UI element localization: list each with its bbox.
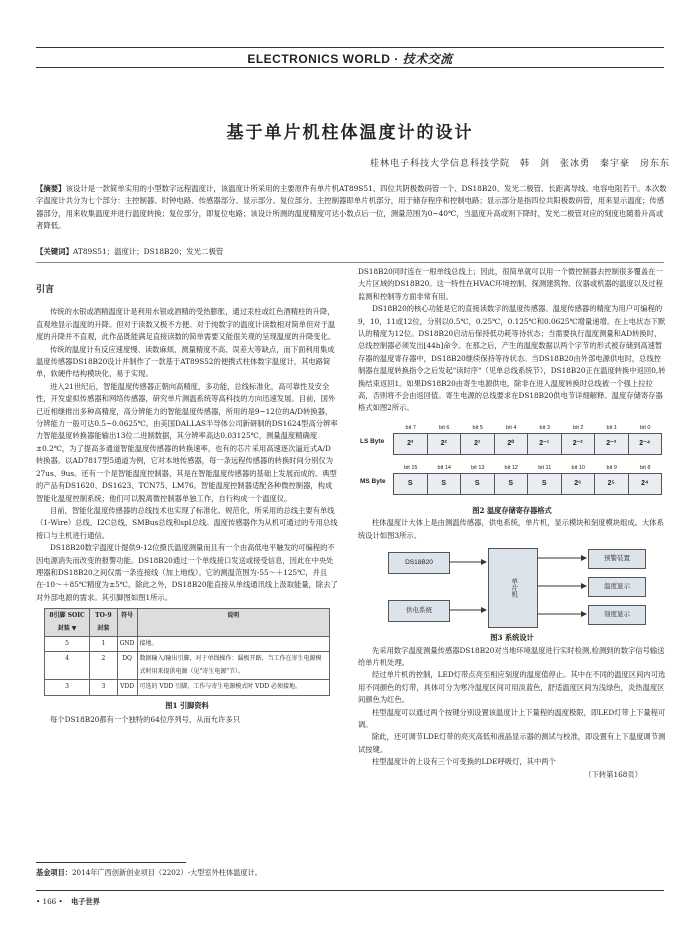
- register-bit-label-6: bit 9: [606, 464, 617, 471]
- right-column: [358, 266, 666, 781]
- paragraph: 进入21世纪后，智能温度传感器正朝向高精度，多功能，总线标准化，高可靠性及安全性，开发虚拟传感器和网络传感器，研究单片测温系统等高科技的方向迅速发展。目前，国外已近相继推出多种高精度，高分辨能力的智能温度传感器，所用的是9~12位的A/D转换器，分辨能力一般可达0.5~0.0625℃。由美国DALLAS半导体公司新研制的DS1624型高分辨率力智能温度转换器能输出13位二进制数据，其分辨率高达0.03125℃，测量温度精确度±0.2℃，为了提高多通道智能温度传感器的转换速率，也有的芯片采用高速逐次逼近式A/D转换器。以AD7817型5通道为例，它对本地传感器，每一条远程传感器的转换时间分别仅为27us、9us。还有一个是智能温度控制器，其是在智能温度传感器的基础上发展而成的。典型的产品有DS1620、DS1623、TCN75、LM76。智能温度控制器适配各种微控制器，构成智能化温度控制系统；他们可以脱离微控制器单独工作，自行构成一个温度仪。: [36, 381, 338, 503]
- register-bit-value-6: 2⁻³: [594, 433, 629, 455]
- register-bit-value-2: 2¹: [460, 433, 495, 455]
- register-bit-label-5: bit 2: [573, 424, 584, 431]
- register-bit-value-1: 2²: [427, 433, 462, 455]
- journal-title: 电子世界: [71, 897, 100, 906]
- abstract-divider: [36, 262, 664, 263]
- register-bit-label-1: bit 6: [439, 424, 450, 431]
- register-bit-label-5: bit 10: [571, 464, 585, 471]
- page-footer: [36, 897, 100, 907]
- register-bit-value-3: 2⁰: [494, 433, 529, 455]
- ls-byte-register: [394, 423, 662, 455]
- paragraph: 柱体温度计大体上是由测温传感器，供电系统，单片机，显示模块和刻度模块组成。大体系统设计如图3所示。: [358, 518, 664, 540]
- paragraph: 柱型温度计的上设有三个可变换的LDE呼吸灯，其中两个: [372, 757, 556, 767]
- paper-title: 基于单片机柱体温度计的设计: [226, 123, 474, 143]
- paragraph: 传统的水银或酒精温度计是利用水银或酒精的受热膨胀，通过汞柱或红色酒精柱的升降，直观地显示温度的升降。但对于读数又极不方便。对于纯数字的温度计读数相对简单但对于温度的升降并不直观，此作品既能满足直接读数的简单需要又能很关观的呈现温度的升降变化。: [36, 307, 336, 342]
- paragraph: DS18B20的核心功能是它的直接读数字的温度传感器。温度传感器的精度为用户可编程的9，10，11或12位，分别以0.5℃，0.25℃，0.125℃和0.0625℃增量递增。在上电状态下默认的精度为12位。DS18B20启动后保持低功耗等待状态；当需要执行温度测量和AD转换时，总线控制器必须发出[44h]命令。在那之后，产生的温度数据以两个字节的形式被存储到高速暂存器的温度寄存器中，DS18B20继续保持等待状态。当DS18B20由外部电源供电时，总线控制器在温度转换指令之后发起"读时序"（见单总线系统节），DS18B20正在温度转换中返回0,转换结束返回1。如果DS18B20由寄生电源供电，除非在进入温度转换时总线被一个强上拉拉高，否则将不会由返回值。寄生电源的总线要求在DS18B20供电节详细解释。温度存储寄存器格式如图2所示。: [358, 304, 666, 413]
- footnote-rule: [36, 862, 186, 863]
- figure-caption: 图3 系统设计: [490, 633, 534, 643]
- paragraph: 柱型温度可以通过两个按键分别设置该温度计上下量程的温度极限，即LED灯带上下量程可调。: [358, 707, 666, 729]
- power-block: 供电系统: [388, 600, 450, 622]
- paragraph: 目前，智能化温度传感器的总线技术也实现了标准化、规范化，所采用的总线主要有单线（1-Wire）总线、I2C总线、SMBus总线和spI总线。温度传感器作为从机可通过的专用总线接口与主机进行通信。: [36, 505, 338, 540]
- register-bit-label-2: bit 5: [472, 424, 483, 431]
- register-bit-value-3: S: [494, 473, 529, 495]
- register-bit-value-6: 2⁵: [594, 473, 629, 495]
- register-bit-label-7: bit 8: [640, 464, 651, 471]
- register-bit-label-3: bit 4: [506, 424, 517, 431]
- register-bit-value-1: S: [427, 473, 462, 495]
- sensor-block: DS18B20: [388, 552, 450, 574]
- register-bit-label-0: bit 7: [405, 424, 416, 431]
- paragraph: 除此，还可调节LDE灯带的亮灭高低和液晶显示器的测试与校准，即设置有上下温度调节测试按键。: [358, 732, 666, 754]
- register-bit-value-2: S: [460, 473, 495, 495]
- paragraph: DS18B20同时连在一根单线总线上；因此，很简单就可以用一个微控制器去控制很多覆盖在一大片区域的DS18B20。这一特性在HVAC环境控制、探测建筑物、仪器或机器的温度以及过程监测和控制等方面非常有用。: [358, 267, 663, 301]
- display-block: 温度显示: [588, 577, 646, 597]
- pin-table-figure: [44, 608, 330, 712]
- footer-rule: [36, 890, 664, 891]
- authors: 桂林电子科技大学信息科技学院 韩 剑 张冰勇 秦宇豪 房东东: [369, 159, 670, 169]
- table-row: 3 3 VDD 可选的 VDD 引脚，工作与寄生电源模式时 VDD 必须接地。: [45, 680, 330, 695]
- section-heading: 引言: [36, 285, 55, 295]
- pin-table: 8引脚 SOIC封装 ▼ TO-9封装 符号 说明 5 1 GND 接地。 4 2 DQ 数据输入/输出引脚，对于单线操作：漏极开路，当工作在寄生电源模式时用来提供电源（见"寄生电源"节）。 3 3 VDD 可选的 VDD 引脚，工作与寄生电源模式时 VDD 必须接地。: [44, 608, 330, 695]
- register-bit-value-5: 2⁻²: [561, 433, 596, 455]
- paragraph: 传统的温度计有反应速度慢、读数麻烦、测量精度不高、误差大等缺点，而下面利用集成温度传感器DS18B20设计并制作了一款基于AT89S52的便携式柱体数字温度计，其电路简单，软硬件结构模块化，易于实现。: [36, 344, 335, 379]
- register-bit-value-4: 2⁻¹: [527, 433, 562, 455]
- ms-byte-register: [394, 463, 662, 495]
- paragraph: 经过单片机的控制，LED灯带点亮至相应刻度的温度值停止。其中在不同的温度区间内可选用不同颜色的灯带，具体可分为寒冷温度区间可用淡蓝色，舒适温度区间为浅绿色，炎热温度区间颜色为红色。: [358, 670, 666, 705]
- journal-name: ELECTRONICS WORLD: [247, 52, 391, 66]
- register-bit-value-0: S: [393, 473, 428, 495]
- mcu-block: 单片机: [488, 548, 538, 628]
- header-rule-bottom: [36, 67, 664, 68]
- table-row: 5 1 GND 接地。: [45, 636, 330, 651]
- page-number: • 166 •: [36, 897, 63, 906]
- register-bit-label-0: bit 15: [404, 464, 418, 471]
- register-bit-label-1: bit 14: [437, 464, 451, 471]
- system-design-figure: [358, 548, 666, 630]
- scale-block: 刻度显示: [588, 605, 646, 625]
- keywords: 【关键词】AT89S51；温度计；DS18B20；发光二极管: [36, 247, 224, 256]
- register-bit-value-4: S: [527, 473, 562, 495]
- register-bit-value-0: 2³: [393, 433, 428, 455]
- register-bit-label-3: bit 12: [504, 464, 518, 471]
- register-bit-value-5: 2⁶: [561, 473, 596, 495]
- alarm-block: 预警装置: [588, 549, 646, 569]
- register-bit-value-7: 2⁻⁴: [628, 433, 663, 455]
- register-bit-label-2: bit 13: [471, 464, 485, 471]
- column-name: 技术交流: [402, 52, 453, 66]
- paragraph: 先采用数字温度测量传感器DS18B20对当地环境温度进行实时检测,检测到的数字信号输送给单片机处理。: [358, 645, 665, 667]
- header-rule-top: [36, 47, 664, 48]
- funding-footnote: 基金项目：2014年广西创新创业项目（2202）-大型室外柱体温度计。: [36, 868, 262, 877]
- left-column: [36, 276, 338, 726]
- register-bit-label-7: bit 0: [640, 424, 651, 431]
- abstract: 【摘要】该设计是一款简单实用的小型数字远程温度计，该温度计所采用的主要原件有单片机AT89S51、四位共阴极数码管一个、DS18B20、发光二极管、长距离导线、电容电阻若干。本次数字温度计共分为七个部分：主控制器、时钟电路、传感器部分、显示部分、复位部分。主控制器即单片机部分，用于储存程序和控制电路；显示部分是指四位共阳极数码管，用来显示温度；传感器部分，用来收集温度并进行温度转换；复位部分，即复位电路；该设计所测的温度精度可达小数点后一位，测量范围为0~40℃，当温度升高或则下降时，发光二极管对应的刻度也随着升高或者降低。: [36, 184, 667, 231]
- register-bit-value-7: 2⁴: [628, 473, 663, 495]
- figure-caption: 图2 温度存储寄存器格式: [472, 505, 552, 515]
- running-header: ELECTRONICS WORLD · 技术交流: [247, 52, 453, 66]
- table-row: 4 2 DQ 数据输入/输出引脚，对于单线操作：漏极开路，当工作在寄生电源模式时用来提供电源（见"寄生电源"节）。: [45, 652, 330, 680]
- paragraph: 每个DS18B20都有一个独特的64位序列号，从而允许多只: [50, 715, 241, 724]
- paragraph: DS18B20数字温度计提供9-12位摄氏温度测量而且有一个由高低电平触发的可编程的不因电源消失而改变的报警功能。DS18B20通过一个单线接口发送或接受信息，因此在中央处理器和DS18B20之间仅需一条连接线（加上地线）。它的测温范围为-55～＋125℃，并且在-10～＋85℃精度为±5℃。除此之外，DS18B20能直接从单线通讯线上汲取能量，除去了对外部电源的需求。其引脚图如图1所示。: [36, 543, 338, 602]
- register-bit-label-4: bit 3: [539, 424, 550, 431]
- figure-caption: 图1 引脚资料: [165, 700, 209, 710]
- register-format-figure: LS Byte MS Byte bit 7 bit 6 bit 5 bit 4 bit 3 bit 2 bit 1 bit 0 2³ 2² 2¹ 2⁰ 2⁻¹ 2⁻² 2⁻³ 2⁻⁴ bit 15 bit 14 bit 13 bit 12 bit 11 bit 10 bit 9 bit 8 S S S S S 2⁶ 2⁵ 2⁴: [358, 421, 666, 503]
- register-bit-label-6: bit 1: [606, 424, 617, 431]
- continued-note: （下转第168页）: [584, 769, 642, 779]
- register-bit-label-4: bit 11: [538, 464, 552, 471]
